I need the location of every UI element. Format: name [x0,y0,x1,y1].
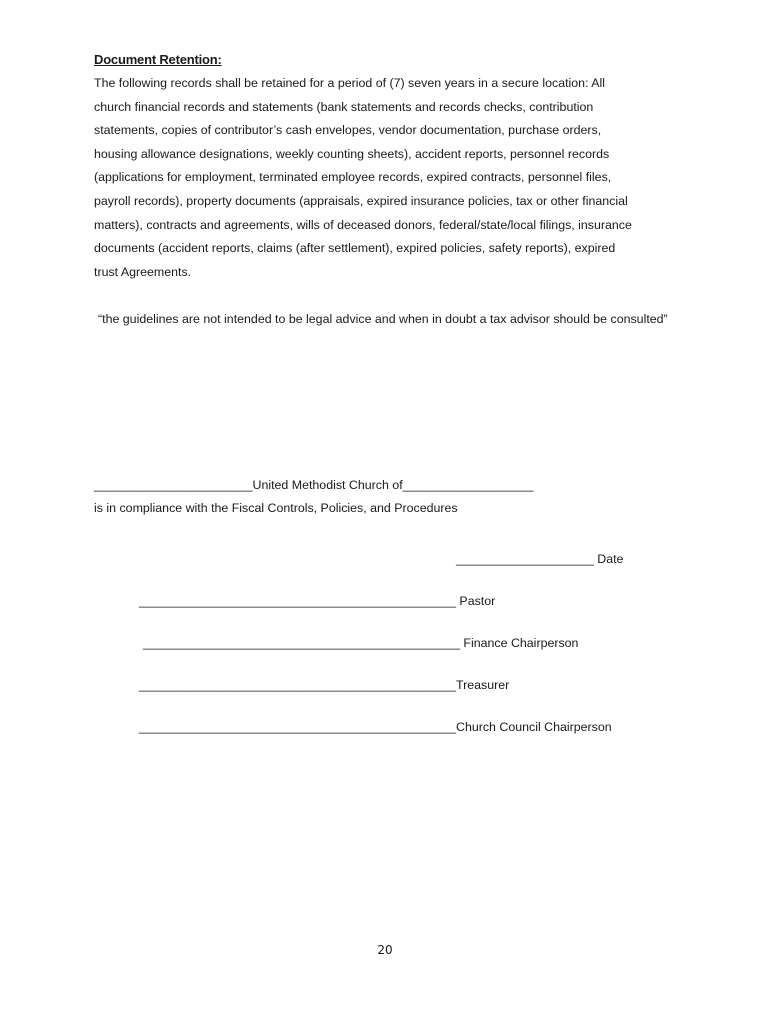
compliance-statement: is in compliance with the Fiscal Controls, Policies, and Procedures [94,501,458,515]
paragraph-line: The following records shall be retained for a period of (7) seven years in a secure location: All [94,76,606,90]
council-chair-signature-line: ______________________________________________Church Council Chairperson [139,720,612,734]
paragraph-line: payroll records), property documents (appraisals, expired insurance policies, tax or other financial [94,193,628,208]
paragraph-line: trust Agreements. [94,264,192,279]
paragraph-line: (applications for employment, terminated employee records, expired contracts, personnel files, [94,170,612,185]
paragraph-line: housing allowance designations, weekly counting sheets), accident reports, personnel records [94,146,610,161]
page-number: 20 [377,943,393,957]
church-name-line: _______________________United Methodist Church of___________________ [94,478,534,492]
paragraph-line: matters), contracts and agreements, wills of deceased donors, federal/state/local filings, insurance [94,217,632,232]
finance-chair-signature-line: ______________________________________________ Finance Chairperson [143,636,579,650]
treasurer-signature-line: ______________________________________________Treasurer [139,678,510,692]
legal-disclaimer-quote: “the guidelines are not intended to be legal advice and when in doubt a tax advisor should be consulted” [98,312,668,326]
section-heading: Document Retention: [94,52,222,67]
paragraph-line: statements, copies of contributor’s cash envelopes, vendor documentation, purchase orders, [94,123,602,138]
pastor-signature-line: ______________________________________________ Pastor [139,594,496,608]
paragraph-line: documents (accident reports, claims (after settlement), expired policies, safety reports), expired [94,241,616,256]
paragraph-line: church financial records and statements (bank statements and records checks, contribution [94,99,594,114]
retention-paragraph [94,72,694,284]
date-signature-line: ____________________ Date [456,552,624,566]
